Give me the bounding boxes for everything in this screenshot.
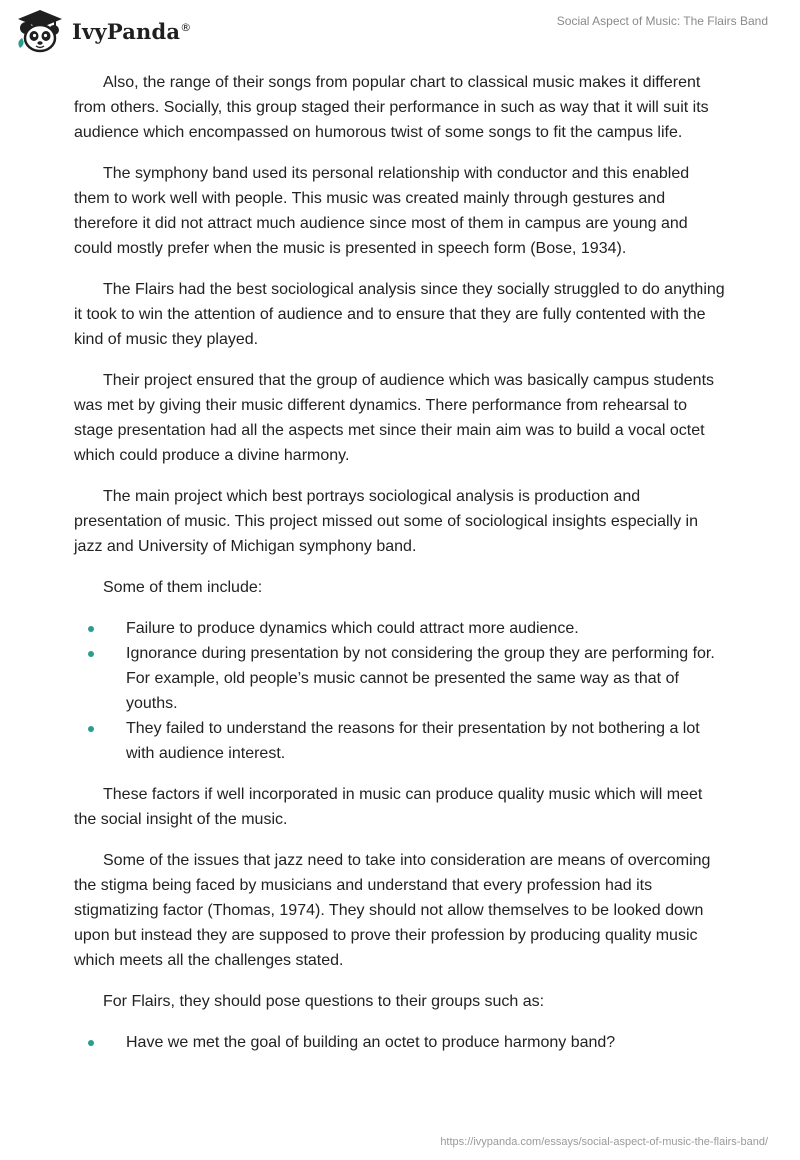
page-header <box>0 0 800 60</box>
paragraph: For Flairs, they should pose questions to their groups such as: <box>103 993 545 1010</box>
bullet-dot-icon <box>88 726 94 732</box>
list-item-text: Ignorance during presentation by not considering the group they are performing for. For example, old people’s music cannot be presented the same way as that of youths. <box>126 645 715 712</box>
paragraph: Some of them include: <box>103 579 263 596</box>
bullet-dot-icon <box>88 651 94 657</box>
essay-body <box>74 70 726 1071</box>
document-title: Social Aspect of Music: The Flairs Band <box>556 14 768 28</box>
paragraph: These factors if well incorporated in music can produce quality music which will meet the social insight of the music. <box>74 786 703 828</box>
paragraph: Some of the issues that jazz need to take into consideration are means of overcoming the stigma being faced by musicians and understand that every profession had its stigmatizing factor (Thomas, 1974). They should not allow themselves to be looked down upon but instead they are supposed to prove their profession by producing quality music which meets all the challenges stated. <box>74 852 711 969</box>
paragraph: Also, the range of their songs from popular chart to classical music makes it different from others. Socially, this group staged their performance in such as way that it will suit its audience which encompassed on humorous twist of some songs to fit the campus life. <box>74 74 709 141</box>
paragraph: The Flairs had the best sociological analysis since they socially struggled to do anything it took to win the attention of audience and to ensure that they are fully contented with the kind of music they played. <box>74 281 725 348</box>
bullet-list <box>74 616 726 766</box>
list-item <box>74 616 726 641</box>
ivypanda-logo[interactable] <box>14 8 191 54</box>
bullet-dot-icon <box>88 626 94 632</box>
list-item-text: Failure to produce dynamics which could attract more audience. <box>126 620 579 637</box>
paragraph: The symphony band used its personal relationship with conductor and this enabled them to work well with people. This music was created mainly through gestures and therefore it did not attract much audience since most of them in campus are young and could mostly prefer when the music is presented in speech form (Bose, 1934). <box>74 165 690 257</box>
paragraph: Their project ensured that the group of audience which was basically campus students was met by giving their music different dynamics. There performance from rehearsal to stage presentation had all the aspects met since their main aim was to build a vocal octet which could produce a divine harmony. <box>74 372 715 464</box>
panda-graduate-icon <box>14 8 66 54</box>
list-item <box>74 716 726 766</box>
list-item <box>74 641 726 716</box>
logo-text: IvyPanda® <box>72 18 192 44</box>
list-item-text: They failed to understand the reasons for their presentation by not bothering a lot with audience interest. <box>126 720 700 762</box>
list-item-text: Have we met the goal of building an octet to produce harmony band? <box>126 1034 616 1051</box>
source-url-link[interactable]: https://ivypanda.com/essays/social-aspect-of-music-the-flairs-band/ <box>440 1136 768 1148</box>
paragraph: The main project which best portrays sociological analysis is production and presentation of music. This project missed out some of sociological insights especially in jazz and University of Michigan symphony band. <box>74 488 698 555</box>
list-item <box>74 1030 726 1055</box>
bullet-list <box>74 1030 726 1055</box>
bullet-dot-icon <box>88 1040 94 1046</box>
registered-mark: ® <box>180 20 192 34</box>
